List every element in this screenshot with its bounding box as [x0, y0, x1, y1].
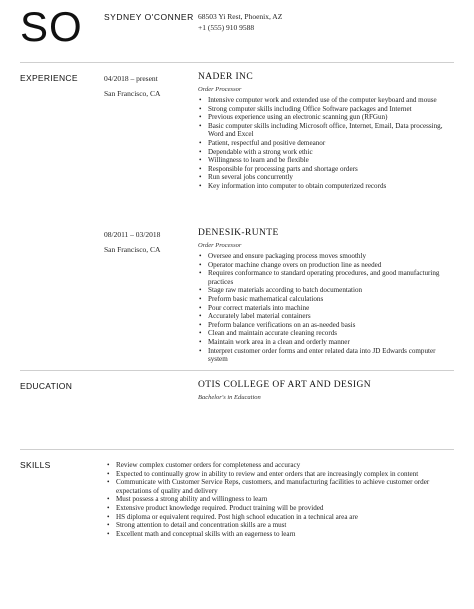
initials-logo: SO [20, 3, 83, 50]
list-item: • Operator machine change overs on production line as needed [198, 261, 448, 270]
skills-list [106, 461, 458, 538]
candidate-name: SYDNEY O'CONNER [104, 12, 194, 22]
list-item: • Maintain work area in a clean and orderly manner [198, 338, 448, 347]
job-dates [104, 73, 160, 99]
job-company: DENESIK-RUNTE [198, 228, 279, 238]
list-item: • Must possess a strong ability and willingness to learn [106, 495, 458, 504]
job-location: San Francisco, CA [104, 89, 161, 98]
address: 68503 Yi Rest, Phoenix, AZ [198, 12, 283, 21]
list-item: • Responsible for processing parts and shortage orders [198, 165, 448, 174]
list-item: • Clean and maintain accurate cleaning records [198, 329, 448, 338]
list-item: • Strong attention to detail and concentration skills are a must [106, 521, 458, 530]
list-item: • Intensive computer work and extended use of the computer keyboard and mouse [198, 96, 448, 105]
contact-info [198, 11, 282, 33]
job-title: Order Processor [198, 86, 242, 93]
section-divider [20, 62, 454, 63]
education-degree: Bachelor's in Education [198, 394, 261, 401]
list-item: • Excellent math and conceptual skills with an eagerness to learn [106, 530, 458, 539]
job-bullets [198, 252, 448, 364]
list-item: • Preform basic mathematical calculations [198, 295, 448, 304]
job-company: NADER INC [198, 72, 254, 82]
list-item: • Run several jobs concurrently [198, 173, 448, 182]
phone: +1 (555) 910 9588 [198, 23, 255, 32]
job-title: Order Processor [198, 242, 242, 249]
list-item: • Key information into computer to obtain computerized records [198, 182, 448, 191]
list-item: • Stage raw materials according to batch documentation [198, 286, 448, 295]
job-bullets [198, 96, 448, 191]
list-item: • Interpret customer order forms and enter related data into JD Edwards computer system [198, 347, 448, 364]
list-item: • Previous experience using an electronic scanning gun (RFGun) [198, 113, 448, 122]
section-label-skills: SKILLS [20, 460, 51, 470]
job-location: San Francisco, CA [104, 245, 161, 254]
section-divider [20, 449, 454, 450]
list-item: • Expected to continually grow in ability to review and enter orders that are increasingly complex in content [106, 470, 458, 479]
list-item: • Patient, respectful and positive demeanor [198, 139, 448, 148]
list-item: • Pour correct materials into machine [198, 304, 448, 313]
list-item: • Basic computer skills including Microsoft office, Internet, Email, Data processing, Word and Excel [198, 122, 448, 139]
list-item: • Willingness to learn and be flexible [198, 156, 448, 165]
section-label-experience: EXPERIENCE [20, 73, 78, 83]
list-item: • Strong computer skills including Office Software packages and Internet [198, 105, 448, 114]
list-item: • Preform balance verifications on an as-needed basis [198, 321, 448, 330]
list-item: • Review complex customer orders for completeness and accuracy [106, 461, 458, 470]
list-item: • Accurately label material containers [198, 312, 448, 321]
list-item: • Dependable with a strong work ethic [198, 148, 448, 157]
list-item: • Oversee and ensure packaging process moves smoothly [198, 252, 448, 261]
list-item: • HS diploma or equivalent required. Post high school education in a technical area are [106, 513, 458, 522]
list-item: • Communicate with Customer Service Reps, customers, and manufacturing facilities to achieve customer order expectations of quality and delivery [106, 478, 458, 495]
job-date-range: 04/2018 – present [104, 74, 158, 83]
list-item: • Extensive product knowledge required. Product training will be provided [106, 504, 458, 513]
section-divider [20, 370, 454, 371]
job-date-range: 08/2011 – 03/2018 [104, 230, 161, 239]
section-label-education: EDUCATION [20, 381, 73, 391]
job-dates [104, 229, 160, 255]
list-item: • Requires conformance to standard operating procedures, and good manufacturing practices [198, 269, 448, 286]
education-school: OTIS COLLEGE OF ART AND DESIGN [198, 380, 372, 390]
